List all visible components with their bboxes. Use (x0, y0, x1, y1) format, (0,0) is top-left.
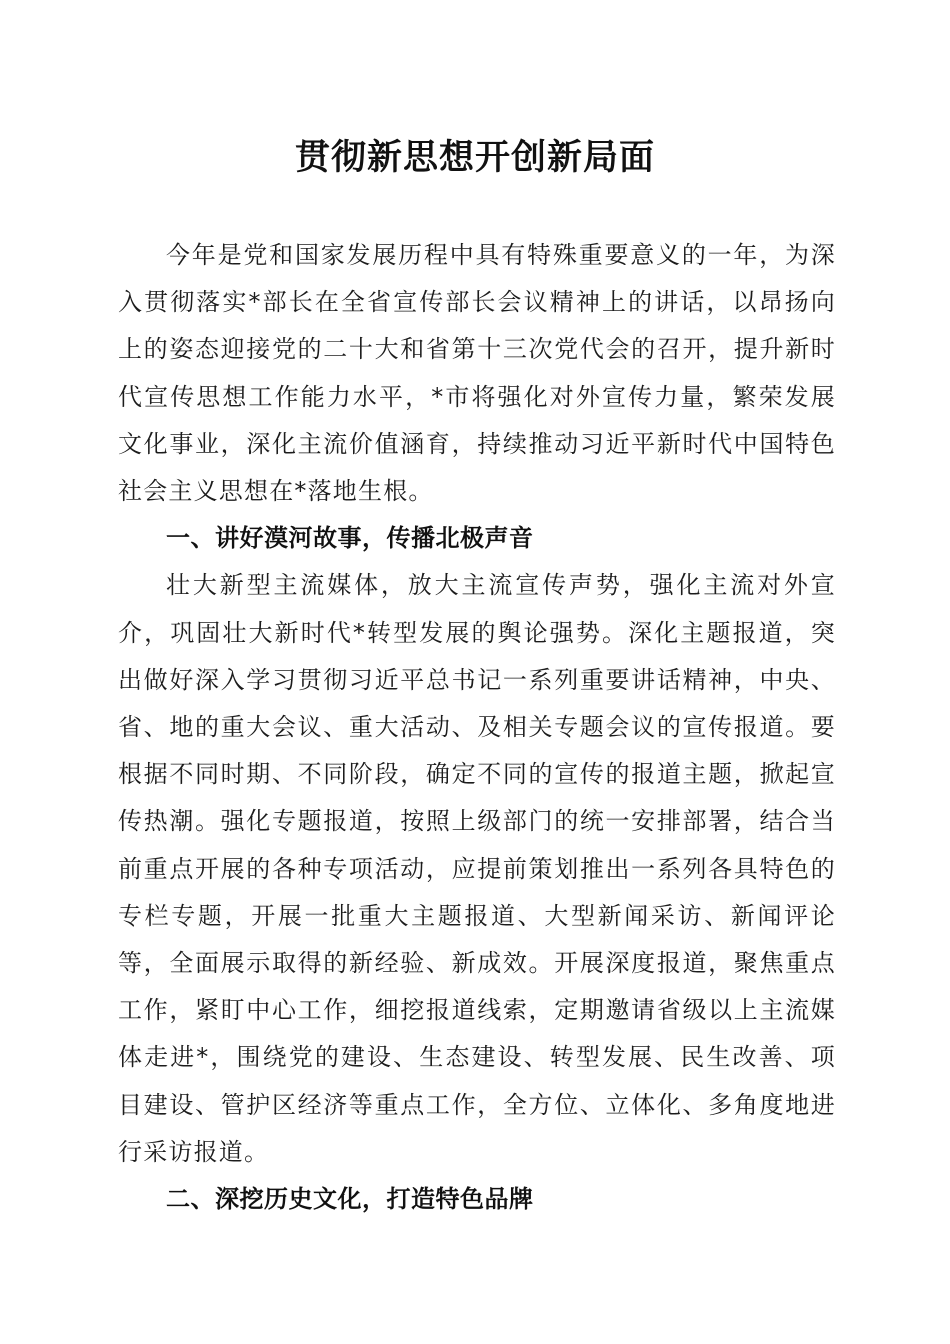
document-title: 贯彻新思想开创新局面 (294, 137, 655, 178)
section-2-heading: 二、深挖历史文化，打造特色品牌 (166, 1185, 534, 1214)
intro-paragraph: 今年是党和国家发展历程中具有特殊重要意义的一年，为深入贯彻落实*部长在全省宣传部长会议精神上的讲话，以昂扬向上的姿态迎接党的二十大和省第十三次党代会的召开，提升新时代宣传思想工作能力水平，*市将强化对外宣传力量，繁荣发展文化事业，深化主流价值涵育，持续推动习近平新时代中国特色社会主义思想在*落地生根。 (118, 241, 836, 506)
section-1-heading: 一、讲好漠河故事，传播北极声音 (166, 524, 534, 553)
document-body (118, 232, 836, 1223)
section-1-paragraph: 壮大新型主流媒体，放大主流宣传声势，强化主流对外宣介，巩固壮大新时代*转型发展的舆论强势。深化主题报道，突出做好深入学习贯彻习近平总书记一系列重要讲话精神，中央、省、地的重大会议、重大活动、及相关专题会议的宣传报道。要根据不同时期、不同阶段，确定不同的宣传的报道主题，掀起宣传热潮。强化专题报道，按照上级部门的统一安排部署，结合当前重点开展的各种专项活动，应提前策划推出一系列各具特色的专栏专题，开展一批重大主题报道、大型新闻采访、新闻评论等，全面展示取得的新经验、新成效。开展深度报道，聚焦重点工作，紧盯中心工作，细挖报道线索，定期邀请省级以上主流媒体走进*，围绕党的建设、生态建设、转型发展、民生改善、项目建设、管护区经济等重点工作，全方位、立体化、多角度地进行采访报道。 (118, 571, 836, 1166)
